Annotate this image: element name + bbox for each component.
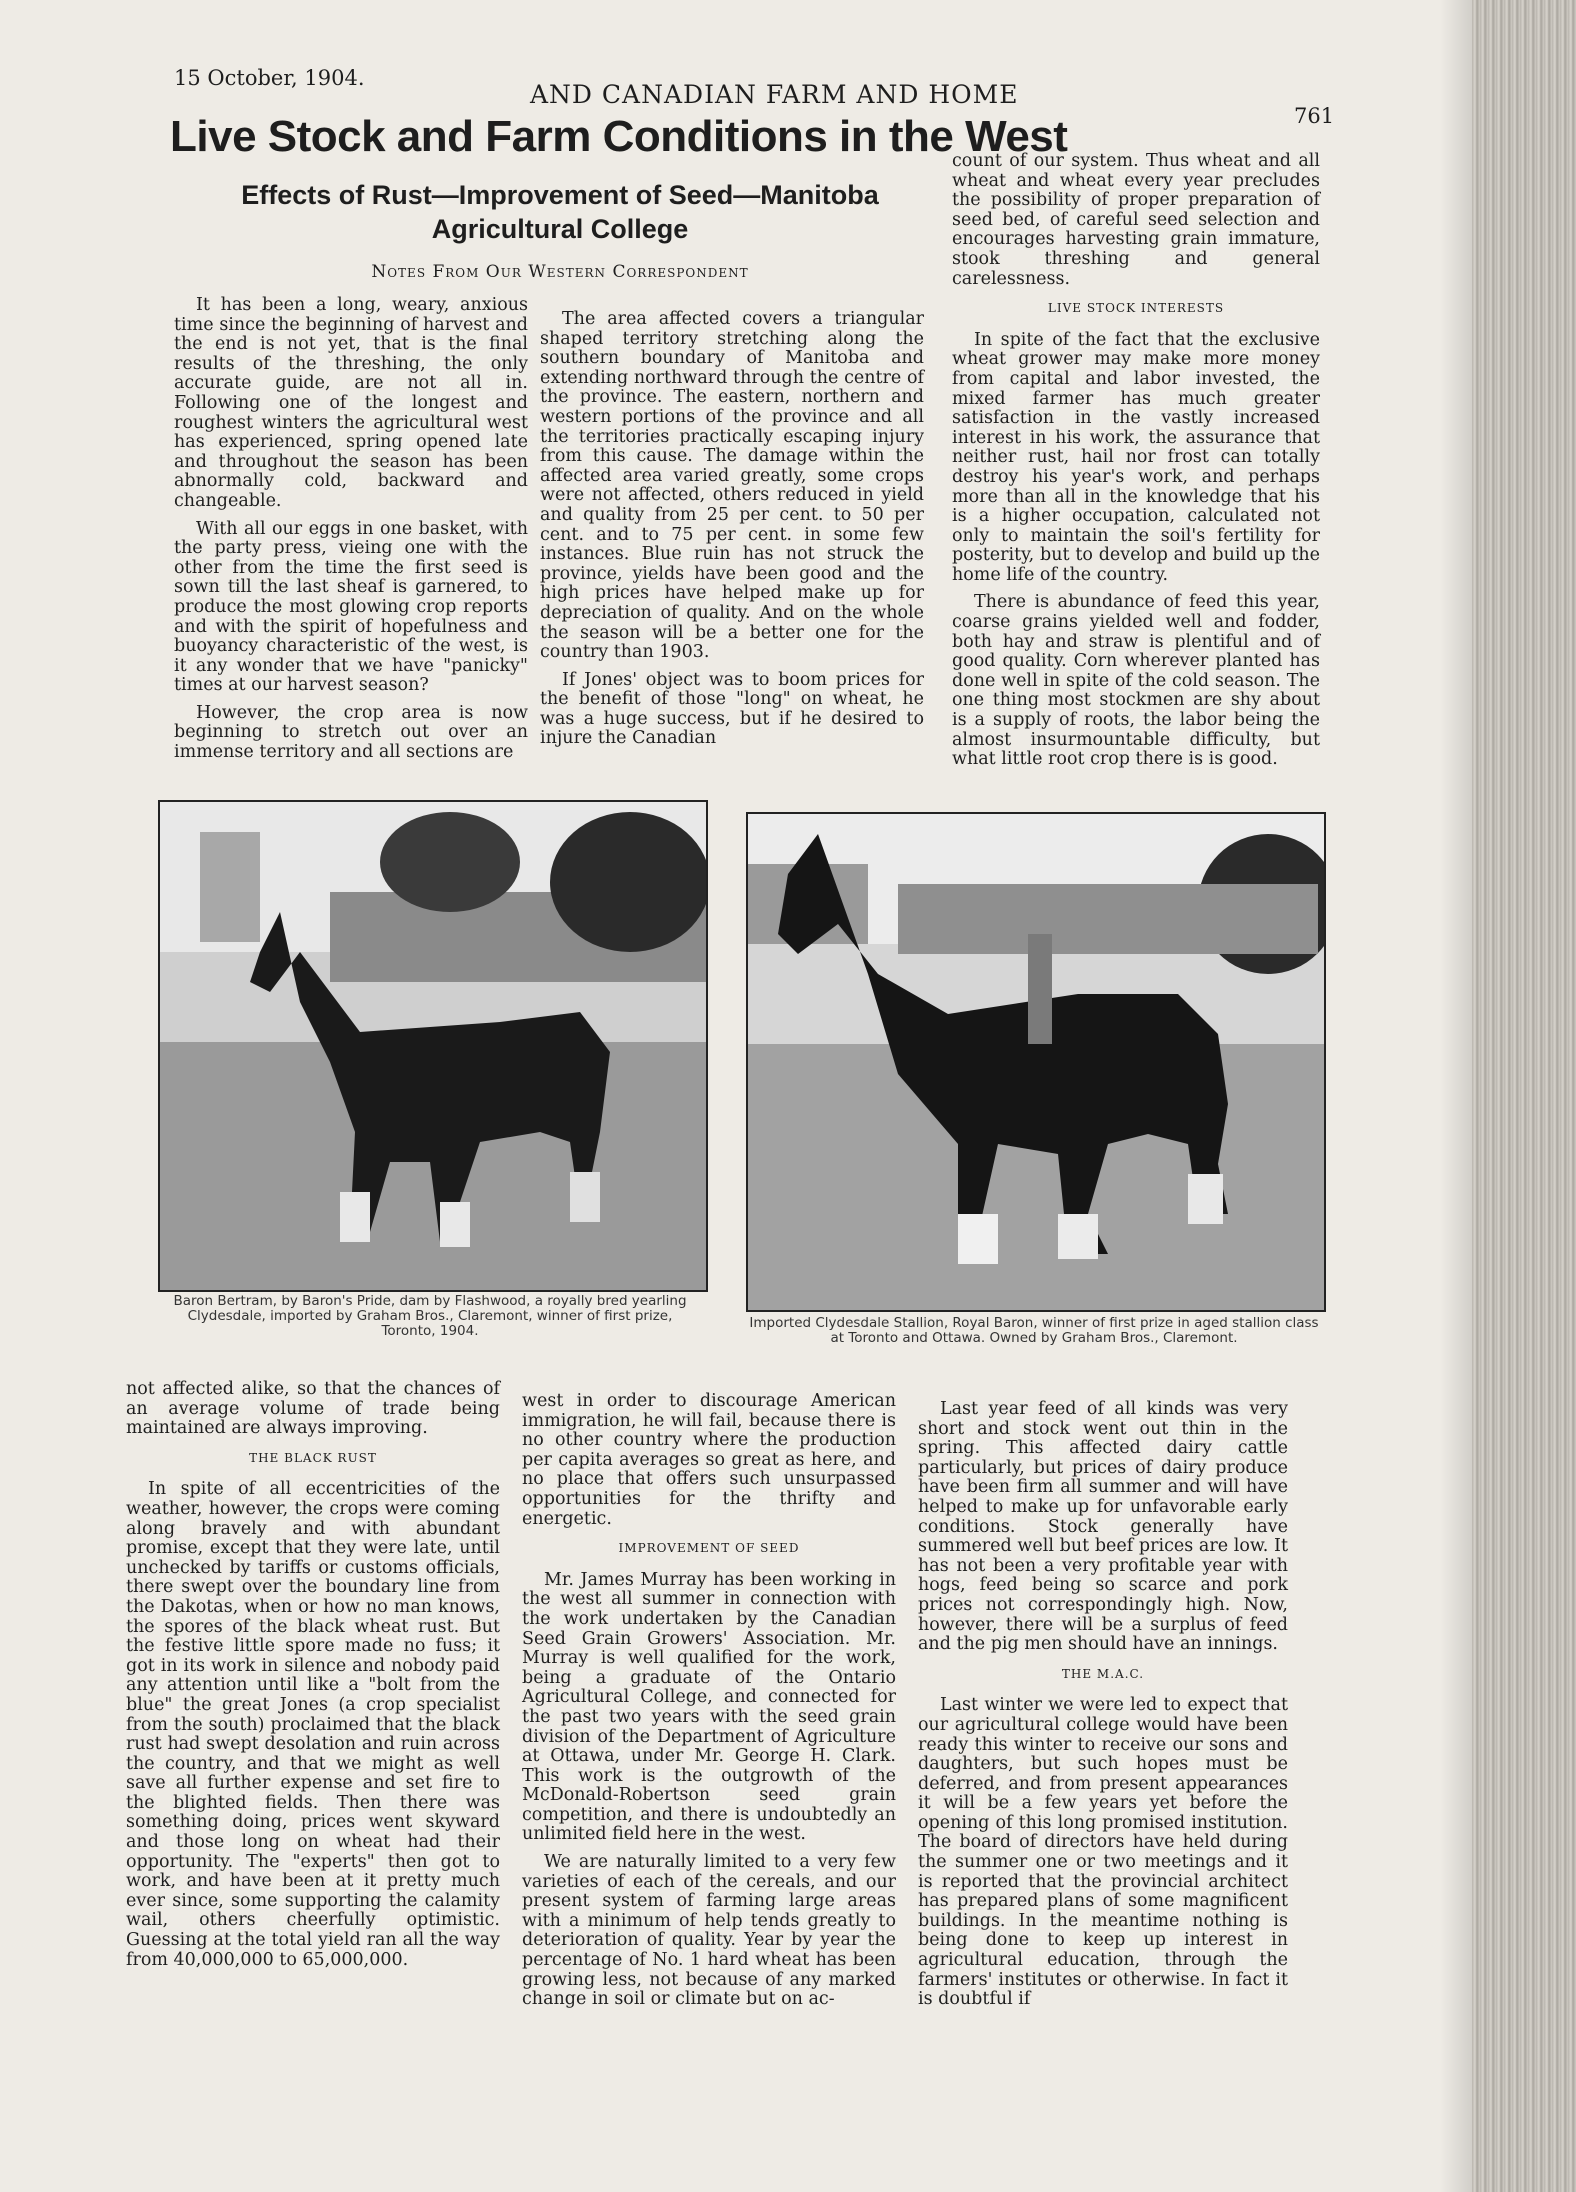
article-byline: Notes From Our Western Correspondent	[371, 262, 749, 282]
paragraph: We are naturally limited to a very few varieties of each of the cereals, and our present system of farming large areas with a minimum of help tends greatly to deterioration of quality. Year by year the percentage of No. 1 hard wheat has been growing less, not because of any marked change in soil or climate but on ac-	[522, 1852, 896, 2010]
caption-left: Baron Bertram, by Baron's Pride, dam by Flashwood, a royally bred yearling Clydesdale, imported by Graham Bros., Claremont, winner of first prize, Toronto, 1904.	[173, 1293, 687, 1339]
top-column-3	[952, 152, 1320, 778]
paragraph: The area affected covers a triangular shaped territory stretching along the southern boundary of Manitoba and extending northward through the centre of the province. The eastern, northern and western portions of the province and all the territories practically escaping injury from this cause. The damage within the affected area varied greatly, some crops were not affected, others reduced in yield and quality from 25 per cent. to 50 per cent. and to 75 per cent. in some few instances. Blue ruin has not struck the province, yields have been good and the high prices have helped make up for depreciation of quality. And on the whole the season will be a better one for the country than 1903.	[540, 309, 924, 663]
caption-right: Imported Clydesdale Stallion, Royal Baron, winner of first prize in aged stallion class at Toronto and Ottawa. Owned by Graham Bros., Claremont.	[749, 1315, 1319, 1346]
article-subtitle: Effects of Rust—Improvement of Seed—Manitoba Agricultural College	[241, 180, 879, 244]
publication-title: AND CANADIAN FARM AND HOME	[530, 80, 1019, 109]
paragraph: Last year feed of all kinds was very short and stock went out thin in the spring. This affected dairy cattle particularly, but prices of dairy produce have been firm all summer and will have helped to make up for unfavorable early conditions. Stock generally have summered well but beef prices are low. It has not been a very profitable year with hogs, feed being so scarce and pork prices not correspondingly high. Now, however, there will be a surplus of feed and the pig men should have an innings.	[918, 1399, 1288, 1655]
bottom-column-2	[522, 1392, 896, 2018]
paragraph: count of our system. Thus wheat and all wheat and wheat every year precludes the possibility of proper preparation of seed bed, of careful seed selection and encourages harvesting grain immature, stook threshing and general carelessness.	[952, 151, 1320, 289]
section-heading-mac: THE M.A.C.	[1061, 1666, 1145, 1681]
horse-photo-right	[748, 814, 1324, 1310]
photo-baron-bertram	[158, 800, 708, 1292]
section-heading-black-rust: THE BLACK RUST	[249, 1450, 377, 1465]
page-gutter-shadow	[1440, 0, 1472, 2192]
paragraph: If Jones' object was to boom prices for the benefit of those "long" on wheat, he was a huge success, but if he desired to injure the Canadian	[540, 669, 924, 749]
paragraph: With all our eggs in one basket, with the party press, vieing one with the other from the time the first seed is sown till the last sheaf is garnered, to produce the most glowing crop reports and with the spirit of hopefulness and buoyancy characteristic of the west, is it any wonder that we have "panicky" times at our harvest season?	[174, 518, 528, 696]
paragraph: Last winter we were led to expect that our agricultural college would have been ready this winter to receive our sons and daughters, but such hopes must be deferred, and from present appearances it will be a few years yet before the opening of this long promised institution. The board of directors have held during the summer one or two meetings and it is reported that the provincial architect has prepared plans of some magnificent buildings. In the meantime nothing is being done to keep up interest in agricultural education, through the farmers' institutes or otherwise. In fact it is doubtful if	[918, 1695, 1288, 2010]
photo-royal-baron	[746, 812, 1326, 1312]
bottom-column-1	[126, 1380, 500, 1978]
issue-date: 15 October, 1904.	[174, 66, 365, 90]
section-heading-improvement-of-seed: IMPROVEMENT OF SEED	[618, 1541, 800, 1556]
book-binding-edge	[1472, 0, 1576, 2192]
top-column-1	[174, 296, 528, 771]
section-heading-live-stock: LIVE STOCK INTERESTS	[1047, 301, 1225, 316]
paragraph: However, the crop area is now beginning to stretch out over an immense territory and all sections are	[174, 702, 528, 763]
bottom-column-3	[918, 1400, 1288, 2018]
paragraph: west in order to discourage American immigration, he will fail, because there is no other country where the production per capita averages so great as here, and no place that offers such unsurpassed opportunities for the thrifty and energetic.	[522, 1391, 896, 1529]
horse-photo-left	[160, 802, 706, 1290]
paragraph: In spite of the fact that the exclusive wheat grower may make more money from capital and labor invested, the mixed farmer has much greater satisfaction in the vastly increased interest in his work, the assurance that neither rust, hail nor frost can totally destroy his year's work, and perhaps more than all in the knowledge that his is a higher occupation, calculated not only to maintain the soil's fertility for posterity, but to develop and build up the home life of the country.	[952, 329, 1320, 585]
paragraph: In spite of all eccentricities of the weather, however, the crops were coming along bravely and with abundant promise, except that they were late, until unchecked by tariffs or customs officials, there swept over the boundary line from the Dakotas, when or how no man knows, the spores of the black wheat rust. But the festive little spore made no fuss; it got in its work in silence and nobody paid any attention until like a "bolt from the blue" the great Jones (a crop specialist from the south) proclaimed that the black rust had swept desolation and ruin across the country, and that we might as well save all further expense and set fire to the blighted fields. Then there was something doing, prices went skyward and those long on wheat had their opportunity. The "experts" then got to work, and have been at it pretty much ever since, some supporting the calamity wail, others cheerfully optimistic. Guessing at the total yield ran all the way from 40,000,000 to 65,000,000.	[126, 1479, 500, 1970]
paragraph: not affected alike, so that the chances of an average volume of trade being maintained are always improving.	[126, 1379, 500, 1439]
paragraph: It has been a long, weary, anxious time since the beginning of harvest and the end is not yet, that is the final results of the threshing, the only accurate guide, are not all in. Following one of the longest and roughest winters the agricultural west has experienced, spring opened late and throughout the season has been abnormally cold, backward and changeable.	[174, 295, 528, 511]
page-number: 761	[1294, 104, 1335, 128]
top-column-2	[540, 310, 924, 757]
paragraph: Mr. James Murray has been working in the west all summer in connection with the work undertaken by the Canadian Seed Grain Growers' Association. Mr. Murray is well qualified for the work, being a graduate of the Ontario Agricultural College, and connected for the past two years with the seed grain division of the Department of Agriculture at Ottawa, under Mr. George H. Clark. This work is the outgrowth of the McDonald-Robertson seed grain competition, and there is undoubtedly an unlimited field here in the west.	[522, 1569, 896, 1845]
paragraph: There is abundance of feed this year, coarse grains yielded well and fodder, both hay and straw is plentiful and of good quality. Corn wherever planted has done well in spite of the cold season. The one thing most stockmen are shy about is a supply of roots, the labor being the almost insurmountable difficulty, but what little root crop there is is good.	[952, 592, 1320, 770]
article-title: Live Stock and Farm Conditions in the West	[170, 112, 1068, 161]
